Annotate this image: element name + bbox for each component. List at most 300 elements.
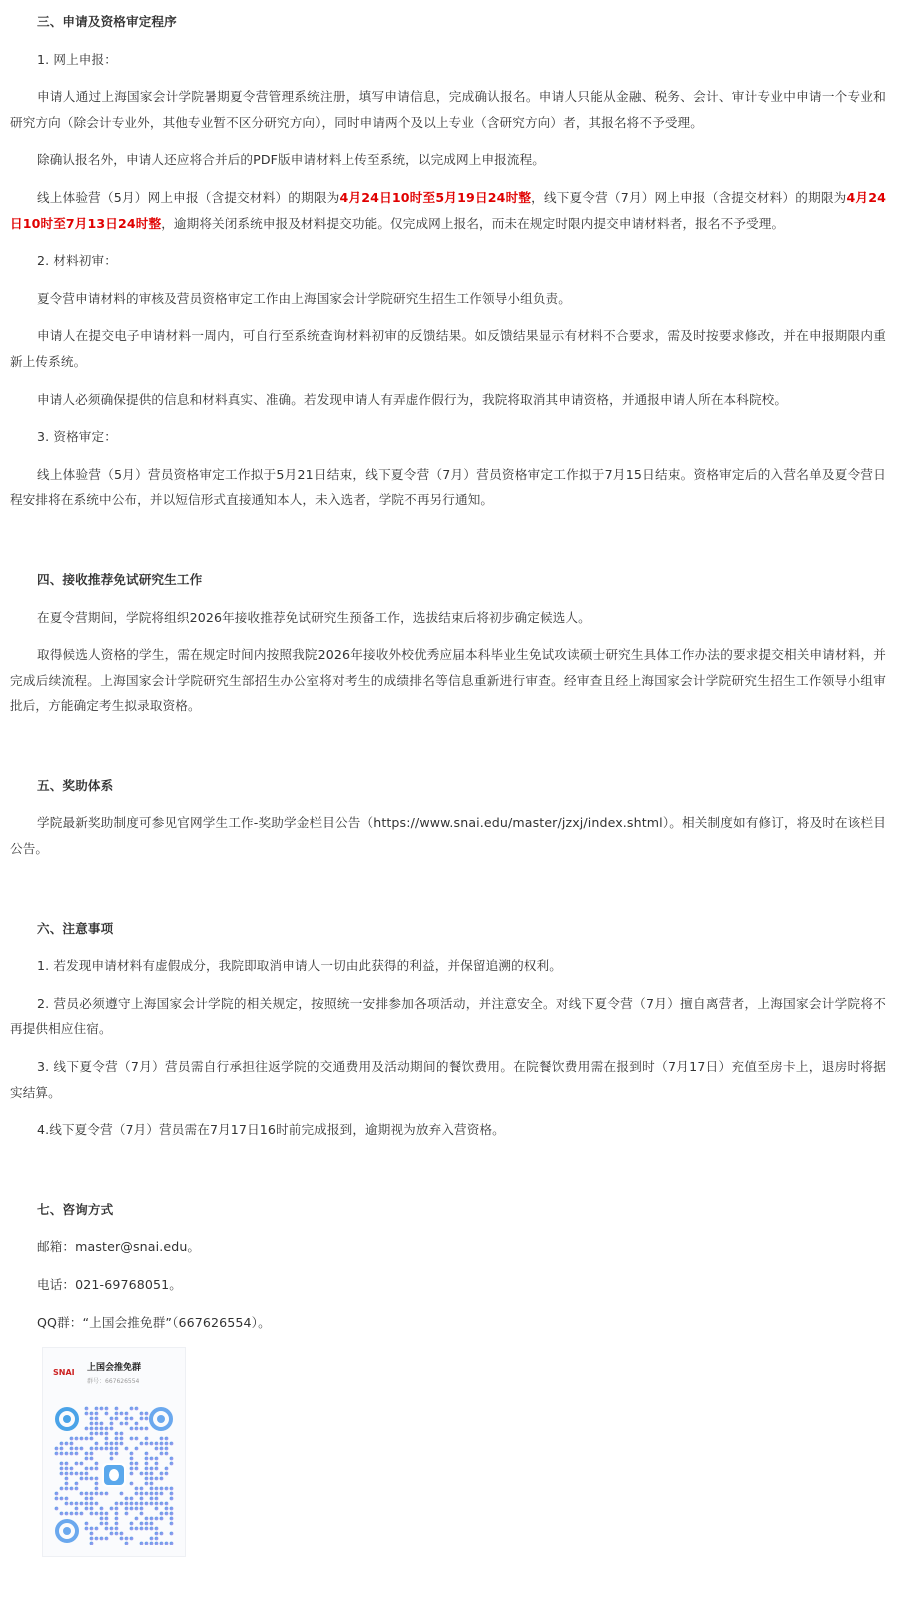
qr-dot <box>150 1477 154 1481</box>
qr-dot <box>155 1537 159 1541</box>
qr-dot <box>155 1517 159 1521</box>
qr-dot <box>135 1422 139 1426</box>
qr-dot <box>60 1487 64 1491</box>
qr-dot <box>160 1532 164 1536</box>
qr-dot <box>135 1507 139 1511</box>
paragraph: 除确认报名外，申请人还应将合并后的PDF版申请材料上传至系统，以完成网上申报流程。 <box>37 152 546 168</box>
qr-dot <box>110 1457 114 1461</box>
contact-qq: QQ群：“上国会推免群”（667626554）。 <box>37 1314 271 1330</box>
qr-dot <box>105 1412 109 1416</box>
qr-dot <box>100 1512 104 1516</box>
qr-dot <box>105 1512 109 1516</box>
qr-dot <box>95 1407 99 1411</box>
subsection-review-heading: 2. 材料初审： <box>37 253 117 269</box>
paragraph: 申请人通过上海国家会计学院暑期夏令营管理系统注册，填写申请信息，完成确认报名。申请人只能从金融、税务、会计、审计专业中申请一个专业和研究方向（除会计专业外，其他专业暂不区分研究方向），同时申请两个及以上专业（含研究方向）者，其报名将不予受理。 <box>10 89 886 130</box>
notice-item: 4.线下夏令营（7月）营员需在7月17日16时前完成报到，逾期视为放弃入营资格。 <box>37 1122 505 1138</box>
qr-dot <box>95 1487 99 1491</box>
qr-dot <box>100 1407 104 1411</box>
qr-dot <box>120 1412 124 1416</box>
qr-dot <box>160 1542 164 1545</box>
qr-dot <box>165 1502 169 1506</box>
qr-dot <box>90 1467 94 1471</box>
qr-dot <box>150 1497 154 1501</box>
qr-dot <box>60 1462 64 1466</box>
qr-dot <box>140 1527 144 1531</box>
qr-dot <box>100 1427 104 1431</box>
qr-dot <box>60 1497 64 1501</box>
qr-dot <box>60 1452 64 1456</box>
qr-dot <box>145 1452 149 1456</box>
qr-dot <box>85 1497 89 1501</box>
qr-dot <box>90 1457 94 1461</box>
qr-dot <box>90 1537 94 1541</box>
qr-dot <box>145 1477 149 1481</box>
qr-dot <box>165 1437 169 1441</box>
qr-dot <box>150 1467 154 1471</box>
qr-dot <box>65 1472 69 1476</box>
qr-dot <box>90 1497 94 1501</box>
qr-dot <box>90 1492 94 1496</box>
qr-dot <box>125 1537 129 1541</box>
qr-dot <box>155 1532 159 1536</box>
qr-dot <box>75 1437 79 1441</box>
qr-dot <box>60 1447 64 1451</box>
qr-dot <box>140 1417 144 1421</box>
qr-dot <box>150 1487 154 1491</box>
qr-dot <box>160 1472 164 1476</box>
qr-dot <box>75 1447 79 1451</box>
qr-dot <box>85 1412 89 1416</box>
qr-dot <box>85 1472 89 1476</box>
qr-dot <box>105 1432 109 1436</box>
qr-dot <box>140 1522 144 1526</box>
qr-dot <box>150 1482 154 1486</box>
qr-dot <box>90 1477 94 1481</box>
qr-dot <box>65 1452 69 1456</box>
paragraph-text: 线上体验营（5月）网上申报（含提交材料）的期限为 <box>37 189 340 205</box>
qr-dot <box>90 1532 94 1536</box>
qr-dot <box>115 1522 119 1526</box>
qr-dot <box>155 1492 159 1496</box>
qr-dot <box>100 1507 104 1511</box>
qr-dot <box>55 1497 59 1501</box>
qr-dot <box>115 1512 119 1516</box>
qr-dot <box>75 1462 79 1466</box>
paragraph: 取得候选人资格的学生，需在规定时间内按照我院2026年接收外校优秀应届本科毕业生免试攻读硕士研究生具体工作办法的要求提交相关申请材料，并完成后续流程。上海国家会计学院研究生部招生办公室将对考生的成绩排名等信息重新进行审查。经审查且经上海国家会计学院研究生招生工作领导小组审批后，方能确定考生拟录取资格。 <box>10 647 886 714</box>
qr-dot <box>110 1422 114 1426</box>
qr-dot <box>130 1482 134 1486</box>
qr-dot <box>140 1502 144 1506</box>
qr-dot <box>105 1522 109 1526</box>
paragraph-text: ，线下夏令营（7月）网上申报（含提交材料）的期限为 <box>531 189 847 205</box>
qr-dot <box>95 1512 99 1516</box>
qr-dot <box>65 1487 69 1491</box>
qr-dot <box>115 1502 119 1506</box>
qr-dot <box>95 1427 99 1431</box>
qr-dot <box>95 1447 99 1451</box>
qr-dot <box>115 1532 119 1536</box>
qr-dot <box>95 1477 99 1481</box>
qr-dot <box>85 1407 89 1411</box>
paragraph: 线上体验营（5月）营员资格审定工作拟于5月21日结束，线下夏令营（7月）营员资格审定工作拟于7月15日结束。资格审定后的入营名单及夏令营日程安排将在系统中公布，并以短信形式直接通知本人，未入选者，学院不再另行通知。 <box>10 466 886 508</box>
qr-dot <box>80 1437 84 1441</box>
qr-dot <box>155 1527 159 1531</box>
qr-dot <box>120 1432 124 1436</box>
qr-dot <box>125 1422 129 1426</box>
qr-dot <box>120 1442 124 1446</box>
qr-dot <box>160 1477 164 1481</box>
qr-dot <box>110 1442 114 1446</box>
qr-dot <box>145 1522 149 1526</box>
qr-dot <box>85 1467 89 1471</box>
qr-dot <box>145 1417 149 1421</box>
deadline-paragraph <box>10 185 886 236</box>
qr-dot <box>90 1507 94 1511</box>
qr-dot <box>105 1442 109 1446</box>
qr-dot <box>130 1427 134 1431</box>
qr-dot <box>125 1412 129 1416</box>
qr-dot <box>60 1467 64 1471</box>
qr-dot <box>160 1492 164 1496</box>
section-5-heading: 五、奖助体系 <box>37 777 114 793</box>
qr-dot <box>90 1447 94 1451</box>
qr-dot <box>130 1407 134 1411</box>
qr-dot <box>160 1487 164 1491</box>
qr-dot <box>170 1542 174 1545</box>
qr-dot <box>160 1442 164 1446</box>
section-4-heading: 四、接收推荐免试研究生工作 <box>37 571 203 587</box>
qr-dot <box>155 1507 159 1511</box>
qr-dot <box>140 1472 144 1476</box>
qr-dot <box>135 1447 139 1451</box>
qr-dot <box>120 1422 124 1426</box>
qr-dot <box>135 1517 139 1521</box>
qr-dot <box>125 1512 129 1516</box>
qr-dot <box>155 1477 159 1481</box>
section-6-heading: 六、注意事项 <box>37 920 114 936</box>
qr-dot <box>70 1502 74 1506</box>
qr-dot <box>140 1507 144 1511</box>
qr-dot <box>170 1517 174 1521</box>
qr-dot <box>75 1512 79 1516</box>
qq-group-qr-card <box>42 1347 186 1557</box>
qr-dot <box>100 1432 104 1436</box>
qr-dot <box>150 1457 154 1461</box>
qr-dot <box>110 1532 114 1536</box>
qr-dot <box>105 1527 109 1531</box>
qr-dot <box>140 1542 144 1545</box>
qr-dot <box>90 1502 94 1506</box>
qr-dot <box>70 1452 74 1456</box>
qr-dot <box>145 1457 149 1461</box>
qr-dot <box>100 1422 104 1426</box>
qr-group-title: 上国会推免群 <box>87 1363 142 1374</box>
qr-dot <box>140 1512 144 1516</box>
qr-dot <box>105 1537 109 1541</box>
qr-dot <box>125 1497 129 1501</box>
qr-dot <box>115 1507 119 1511</box>
qr-dot <box>65 1512 69 1516</box>
qr-dot <box>100 1447 104 1451</box>
qr-dot <box>145 1462 149 1466</box>
paragraph: 在夏令营期间，学院将组织2026年接收推荐免试研究生预备工作，选拔结束后将初步确定候选人。 <box>37 609 591 625</box>
qr-dot <box>140 1442 144 1446</box>
qr-dot <box>145 1492 149 1496</box>
qr-dot <box>75 1472 79 1476</box>
qr-dot <box>115 1437 119 1441</box>
qr-dot <box>75 1507 79 1511</box>
qr-dot <box>90 1542 94 1545</box>
qr-dot <box>165 1447 169 1451</box>
qr-dot <box>145 1467 149 1471</box>
qr-dot <box>55 1452 59 1456</box>
qr-dot <box>130 1497 134 1501</box>
online-deadline: 4月24日10时至5月19日24时整 <box>339 189 532 205</box>
qr-dot <box>155 1542 159 1545</box>
notice-item: 2. 营员必须遵守上海国家会计学院的相关规定，按照统一安排参加各项活动，并注意安全。对线下夏令营（7月）擅自离营者，上海国家会计学院将不再提供相应住宿。 <box>10 995 886 1037</box>
qr-dot <box>150 1542 154 1545</box>
qr-dot <box>160 1517 164 1521</box>
qr-card-header <box>43 1348 185 1385</box>
qr-dot <box>70 1512 74 1516</box>
qr-dot <box>135 1502 139 1506</box>
qr-dot <box>170 1442 174 1446</box>
qr-dot <box>120 1492 124 1496</box>
qr-dot <box>170 1532 174 1536</box>
qr-dot <box>85 1477 89 1481</box>
qr-dot <box>155 1502 159 1506</box>
qr-dot <box>170 1492 174 1496</box>
qr-dot <box>105 1492 109 1496</box>
qr-dot <box>170 1457 174 1461</box>
section-7-heading: 七、咨询方式 <box>37 1201 114 1217</box>
qr-dot <box>95 1502 99 1506</box>
qr-dot <box>165 1512 169 1516</box>
qr-dot <box>115 1447 119 1451</box>
qr-dot <box>170 1462 174 1466</box>
qr-dot <box>85 1527 89 1531</box>
qr-dot <box>105 1407 109 1411</box>
qr-dot <box>135 1487 139 1491</box>
qr-dot <box>140 1497 144 1501</box>
qr-dot <box>135 1427 139 1431</box>
qr-dot <box>130 1417 134 1421</box>
qr-dot <box>145 1442 149 1446</box>
qr-dot <box>115 1417 119 1421</box>
qr-dot <box>160 1437 164 1441</box>
qr-dot <box>85 1522 89 1526</box>
qr-dot <box>90 1417 94 1421</box>
qr-dot <box>80 1492 84 1496</box>
qr-dot <box>95 1442 99 1446</box>
section-3-heading: 三、申请及资格审定程序 <box>37 14 177 29</box>
qr-dot <box>55 1492 59 1496</box>
qr-dot <box>145 1472 149 1476</box>
qr-dot <box>130 1462 134 1466</box>
qr-dot <box>95 1482 99 1486</box>
qr-dot <box>120 1532 124 1536</box>
qr-dot <box>105 1517 109 1521</box>
qr-dot <box>155 1462 159 1466</box>
qr-dot <box>155 1457 159 1461</box>
qr-dot <box>150 1442 154 1446</box>
qr-dot <box>145 1427 149 1431</box>
qr-dot <box>95 1422 99 1426</box>
qr-dot <box>145 1542 149 1545</box>
qr-dot <box>100 1492 104 1496</box>
qr-dot <box>150 1527 154 1531</box>
qr-dot <box>145 1412 149 1416</box>
qr-dot <box>105 1447 109 1451</box>
qr-dot <box>70 1467 74 1471</box>
qr-dot <box>155 1442 159 1446</box>
qr-dot <box>115 1452 119 1456</box>
qr-dot <box>170 1487 174 1491</box>
qr-dot <box>85 1452 89 1456</box>
qr-dot <box>95 1432 99 1436</box>
paragraph: 申请人必须确保提供的信息和材料真实、准确。若发现申请人有弄虚作假行为，我院将取消其申请资格，并通报申请人所在本科院校。 <box>37 391 788 407</box>
qr-dot <box>130 1457 134 1461</box>
qr-dot <box>130 1537 134 1541</box>
qr-dot <box>90 1512 94 1516</box>
qr-dot <box>150 1492 154 1496</box>
qr-dot <box>165 1542 169 1545</box>
qr-dot <box>150 1537 154 1541</box>
qr-dot <box>145 1437 149 1441</box>
qr-dot <box>65 1462 69 1466</box>
qr-dot <box>150 1502 154 1506</box>
qr-dot <box>55 1507 59 1511</box>
qr-dot <box>90 1432 94 1436</box>
qr-dot <box>70 1472 74 1476</box>
qr-dot <box>165 1452 169 1456</box>
qr-dot <box>130 1437 134 1441</box>
subsection-qualification-heading: 3. 资格审定： <box>37 429 117 445</box>
qr-dot <box>95 1417 99 1421</box>
qr-dot <box>170 1507 174 1511</box>
qr-dot <box>60 1442 64 1446</box>
qr-dot <box>100 1517 104 1521</box>
qr-dot <box>140 1427 144 1431</box>
qr-dot <box>85 1437 89 1441</box>
qr-dot <box>155 1497 159 1501</box>
qr-dot <box>145 1527 149 1531</box>
qr-dot <box>130 1522 134 1526</box>
qr-dot <box>170 1522 174 1526</box>
qr-dot <box>125 1417 129 1421</box>
offline-deadline: 4月24日10时至7月13日24时整 <box>10 189 886 231</box>
qr-dot <box>60 1472 64 1476</box>
qr-dot <box>85 1457 89 1461</box>
qr-dot <box>155 1467 159 1471</box>
qr-dot <box>75 1452 79 1456</box>
qr-dot <box>70 1442 74 1446</box>
qr-dot <box>85 1502 89 1506</box>
qr-dot <box>95 1537 99 1541</box>
qr-dot <box>130 1527 134 1531</box>
qr-dot <box>135 1492 139 1496</box>
qr-dot <box>75 1502 79 1506</box>
qr-dot <box>125 1542 129 1545</box>
qr-dot <box>115 1407 119 1411</box>
qr-dot <box>100 1522 104 1526</box>
qr-dot <box>80 1512 84 1516</box>
qr-dot <box>130 1467 134 1471</box>
qr-dot <box>170 1497 174 1501</box>
qr-dot <box>140 1412 144 1416</box>
qr-dot <box>145 1502 149 1506</box>
qr-dot <box>95 1462 99 1466</box>
qr-dot <box>90 1437 94 1441</box>
qr-dot <box>115 1412 119 1416</box>
qr-dot <box>145 1517 149 1521</box>
qr-dot <box>65 1442 69 1446</box>
qr-dot <box>130 1502 134 1506</box>
qr-dot <box>135 1527 139 1531</box>
qr-dot <box>80 1462 84 1466</box>
qr-dot <box>115 1527 119 1531</box>
paragraph: 学院最新奖助制度可参见官网学生工作-奖助学金栏目公告（https://www.snai.edu/master/jzxj/index.shtml）。相关制度如有修订，将及时在该栏目公告。 <box>10 815 886 857</box>
qr-dot <box>165 1442 169 1446</box>
qr-dot <box>80 1447 84 1451</box>
qr-dot <box>105 1427 109 1431</box>
qr-dot <box>80 1472 84 1476</box>
qr-dot <box>160 1512 164 1516</box>
qr-dot <box>150 1517 154 1521</box>
qr-dot <box>65 1497 69 1501</box>
qr-dot <box>155 1447 159 1451</box>
qr-dot <box>130 1507 134 1511</box>
subsection-online-heading: 1. 网上申报： <box>37 51 117 67</box>
qr-dot <box>75 1487 79 1491</box>
paragraph: 夏令营申请材料的审核及营员资格审定工作由上海国家会计学院研究生招生工作领导小组负责。 <box>37 290 571 306</box>
qr-dot <box>95 1412 99 1416</box>
qr-dot <box>110 1447 114 1451</box>
qr-dot <box>130 1452 134 1456</box>
qr-code-image <box>53 1405 175 1545</box>
qr-dot <box>85 1507 89 1511</box>
qr-dot <box>70 1437 74 1441</box>
qr-dot <box>155 1487 159 1491</box>
qr-dot <box>150 1522 154 1526</box>
qr-dot <box>90 1422 94 1426</box>
paragraph: 申请人在提交电子申请材料一周内，可自行至系统查询材料初审的反馈结果。如反馈结果显示有材料不合要求，需及时按要求修改，并在申报期限内重新上传系统。 <box>10 328 886 369</box>
qr-dot <box>65 1477 69 1481</box>
qr-dot <box>135 1407 139 1411</box>
contact-phone: 电话：021-69768051。 <box>37 1277 182 1292</box>
qr-dot <box>85 1427 89 1431</box>
qr-dot <box>135 1437 139 1441</box>
qr-dot <box>135 1467 139 1471</box>
qr-dot <box>165 1472 169 1476</box>
qr-dot <box>65 1467 69 1471</box>
qr-dot <box>125 1507 129 1511</box>
qr-dot <box>60 1512 64 1516</box>
qr-dot <box>70 1447 74 1451</box>
qr-dot <box>110 1507 114 1511</box>
qr-dot <box>95 1467 99 1471</box>
qr-dot <box>120 1537 124 1541</box>
qr-dot <box>125 1502 129 1506</box>
qr-group-number: 群号：667626554 <box>87 1378 140 1386</box>
qr-dot <box>110 1452 114 1456</box>
notice-item: 3. 线下夏令营（7月）营员需自行承担往返学院的交通费用及活动期间的餐饮费用。在院餐饮费用需在报到时（7月17日）充值至房卡上，退房时将据实结算。 <box>10 1059 886 1100</box>
qr-dot <box>130 1472 134 1476</box>
qr-dot <box>115 1442 119 1446</box>
paragraph-text: ，逾期将关闭系统申报及材料提交功能。仅完成网上报名，而未在规定时限内提交申请材料者，报名不予受理。 <box>161 215 785 231</box>
qr-dot <box>65 1482 69 1486</box>
qr-dot <box>165 1507 169 1511</box>
